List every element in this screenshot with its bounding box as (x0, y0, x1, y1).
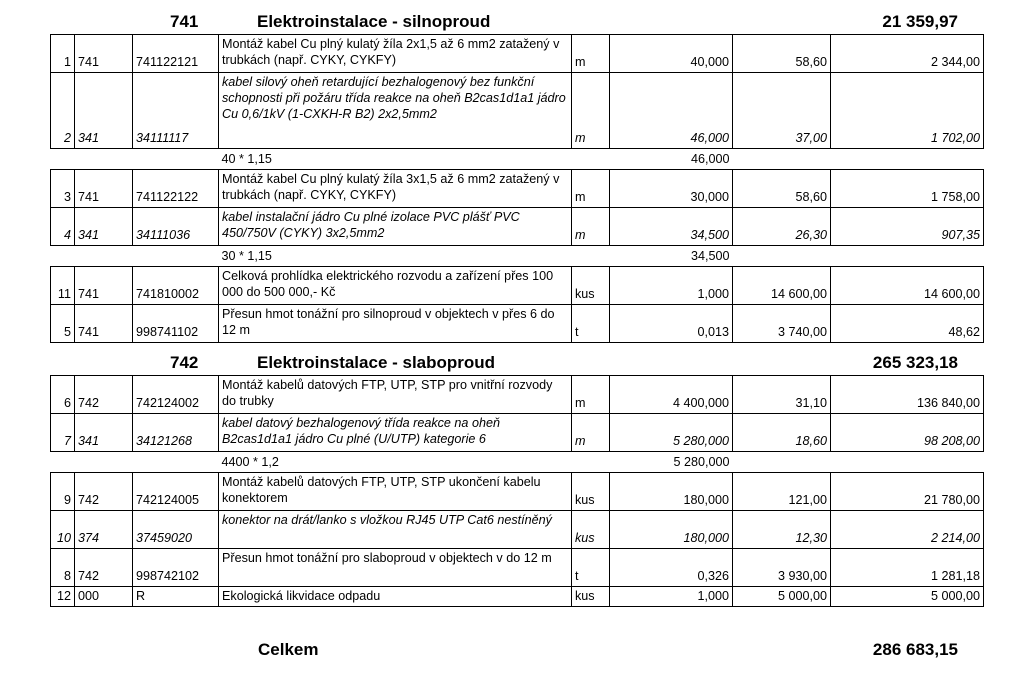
material-row (51, 208, 984, 246)
section-header-741 (50, 10, 959, 34)
cell-cena: 3 740,00 (733, 305, 831, 343)
cell-celkem: 21 780,00 (831, 473, 984, 511)
cell-kod: R (133, 587, 219, 607)
cell-kod: 742124005 (133, 473, 219, 511)
calc-spacer (733, 246, 984, 267)
grand-total-label: Celkem (258, 640, 319, 659)
calc-formula: 4400 * 1,2 (221, 455, 279, 469)
cell-popis: konektor na drát/lanko s vložkou RJ45 UTP Cat6 nestíněný (219, 511, 572, 549)
cell-kod: 34121268 (133, 414, 219, 452)
section-code: 742 (170, 353, 199, 372)
cell-celkem: 1 281,18 (831, 549, 984, 587)
cell-mnozstvi: 46,000 (610, 73, 733, 149)
cell-mnozstvi: 0,013 (610, 305, 733, 343)
cell-dil: 741 (75, 35, 133, 73)
cell-popis: Přesun hmot tonážní pro silnoproud v objektech v přes 6 do 12 m (219, 305, 572, 343)
items-table-741 (50, 34, 984, 343)
cell-kod: 34111036 (133, 208, 219, 246)
cell-popis: Celková prohlídka elektrického rozvodu a zařízení přes 100 000 do 500 000,- Kč (219, 267, 572, 305)
item-row (51, 267, 984, 305)
cell-cena: 5 000,00 (733, 587, 831, 607)
cell-num: 8 (51, 549, 75, 587)
cell-num: 10 (51, 511, 75, 549)
section-title: Elektroinstalace - silnoproud (257, 12, 491, 31)
calc-quantity: 34,500 (690, 249, 730, 263)
calc-spacer (51, 246, 219, 267)
section-code: 741 (170, 12, 199, 31)
cell-celkem: 1 702,00 (831, 73, 984, 149)
cell-num: 1 (51, 35, 75, 73)
cell-kod: 741122122 (133, 170, 219, 208)
grand-total (50, 638, 959, 664)
item-row (51, 35, 984, 73)
cell-mnozstvi: 0,326 (610, 549, 733, 587)
cell-mnozstvi: 180,000 (610, 511, 733, 549)
cell-dil: 341 (75, 414, 133, 452)
cell-cena: 26,30 (733, 208, 831, 246)
calc-row (51, 149, 984, 170)
cell-dil: 742 (75, 549, 133, 587)
cell-mnozstvi: 40,000 (610, 35, 733, 73)
calc-quantity: 46,000 (690, 152, 730, 166)
grand-total-value: 286 683,15 (872, 640, 958, 659)
cell-mj: m (572, 73, 610, 149)
cell-dil: 741 (75, 170, 133, 208)
cell-kod: 34111117 (133, 73, 219, 149)
cell-popis: kabel instalační jádro Cu plné izolace PVC plášť PVC 450/750V (CYKY) 3x2,5mm2 (219, 208, 572, 246)
cell-popis: kabel datový bezhalogenový třída reakce na oheň B2cas1d1a1 jádro Cu plné (U/UTP) kategorie 6 (219, 414, 572, 452)
material-row (51, 414, 984, 452)
cell-popis: Montáž kabel Cu plný kulatý žíla 2x1,5 až 6 mm2 zatažený v trubkách (např. CYKY, CYKFY) (219, 35, 572, 73)
cell-mj: m (572, 35, 610, 73)
cell-mj: kus (572, 473, 610, 511)
cell-popis: Ekologická likvidace odpadu (219, 587, 572, 607)
cell-celkem: 5 000,00 (831, 587, 984, 607)
cell-celkem: 2 344,00 (831, 35, 984, 73)
calc-formula: 30 * 1,15 (221, 249, 272, 263)
cell-cena: 37,00 (733, 73, 831, 149)
calc-spacer (51, 149, 219, 170)
material-row (51, 73, 984, 149)
cell-popis: Montáž kabelů datových FTP, UTP, STP pro vnitřní rozvody do trubky (219, 376, 572, 414)
cell-kod: 998742102 (133, 549, 219, 587)
cell-mnozstvi: 4 400,000 (610, 376, 733, 414)
cell-cena: 18,60 (733, 414, 831, 452)
item-row (51, 170, 984, 208)
cell-mj: kus (572, 511, 610, 549)
cell-dil: 741 (75, 267, 133, 305)
item-row (51, 473, 984, 511)
cell-num: 7 (51, 414, 75, 452)
cell-mj: m (572, 170, 610, 208)
cell-kod: 741810002 (133, 267, 219, 305)
cell-num: 12 (51, 587, 75, 607)
cell-popis: Montáž kabel Cu plný kulatý žíla 3x1,5 až 6 mm2 zatažený v trubkách (např. CYKY, CYKFY) (219, 170, 572, 208)
section-total: 21 359,97 (882, 12, 958, 31)
cell-mj: m (572, 414, 610, 452)
calc-row (51, 452, 984, 473)
cell-num: 11 (51, 267, 75, 305)
cell-mj: kus (572, 587, 610, 607)
cell-num: 4 (51, 208, 75, 246)
calc-quantity: 5 280,000 (673, 455, 730, 469)
cell-mj: kus (572, 267, 610, 305)
cell-celkem: 48,62 (831, 305, 984, 343)
calc-spacer (51, 452, 219, 473)
cell-dil: 341 (75, 208, 133, 246)
cell-mnozstvi: 34,500 (610, 208, 733, 246)
calc-spacer (733, 149, 984, 170)
cell-celkem: 907,35 (831, 208, 984, 246)
cell-dil: 741 (75, 305, 133, 343)
cell-popis: kabel silový oheň retardující bezhalogenový bez funkční schopnosti při požáru třída reakce na oheň B2cas1d1a1 jádro Cu 0,6/1kV (1-CXKH-R B2) 2x2,5mm2 (219, 73, 572, 149)
section-header-742 (50, 351, 959, 375)
cell-mj: t (572, 549, 610, 587)
cell-cena: 14 600,00 (733, 267, 831, 305)
calc-spacer (733, 452, 984, 473)
cell-celkem: 136 840,00 (831, 376, 984, 414)
calc-row (51, 246, 984, 267)
cell-popis: Přesun hmot tonážní pro slaboproud v objektech v do 12 m (219, 549, 572, 587)
item-row (51, 376, 984, 414)
cell-celkem: 14 600,00 (831, 267, 984, 305)
item-row (51, 549, 984, 587)
cell-kod: 742124002 (133, 376, 219, 414)
cell-mnozstvi: 30,000 (610, 170, 733, 208)
cell-cena: 31,10 (733, 376, 831, 414)
items-table-742 (50, 375, 984, 607)
cell-num: 2 (51, 73, 75, 149)
cell-cena: 58,60 (733, 170, 831, 208)
cell-kod: 741122121 (133, 35, 219, 73)
cell-mnozstvi: 180,000 (610, 473, 733, 511)
cell-cena: 3 930,00 (733, 549, 831, 587)
cell-celkem: 1 758,00 (831, 170, 984, 208)
cell-mj: t (572, 305, 610, 343)
cell-mnozstvi: 1,000 (610, 587, 733, 607)
cell-dil: 742 (75, 376, 133, 414)
cell-celkem: 98 208,00 (831, 414, 984, 452)
cell-num: 9 (51, 473, 75, 511)
cell-dil: 374 (75, 511, 133, 549)
cell-cena: 12,30 (733, 511, 831, 549)
item-row (51, 587, 984, 607)
cell-kod: 998741102 (133, 305, 219, 343)
cell-cena: 121,00 (733, 473, 831, 511)
cell-mnozstvi: 1,000 (610, 267, 733, 305)
material-row (51, 511, 984, 549)
cell-mj: m (572, 208, 610, 246)
cell-dil: 341 (75, 73, 133, 149)
cell-num: 3 (51, 170, 75, 208)
cell-dil: 742 (75, 473, 133, 511)
cell-dil: 000 (75, 587, 133, 607)
cell-num: 5 (51, 305, 75, 343)
cell-num: 6 (51, 376, 75, 414)
cell-popis: Montáž kabelů datových FTP, UTP, STP ukončení kabelu konektorem (219, 473, 572, 511)
section-total: 265 323,18 (872, 353, 958, 372)
cell-cena: 58,60 (733, 35, 831, 73)
cell-mj: m (572, 376, 610, 414)
cell-kod: 37459020 (133, 511, 219, 549)
section-title: Elektroinstalace - slaboproud (257, 353, 496, 372)
cell-mnozstvi: 5 280,000 (610, 414, 733, 452)
cell-celkem: 2 214,00 (831, 511, 984, 549)
item-row (51, 305, 984, 343)
calc-formula: 40 * 1,15 (221, 152, 272, 166)
